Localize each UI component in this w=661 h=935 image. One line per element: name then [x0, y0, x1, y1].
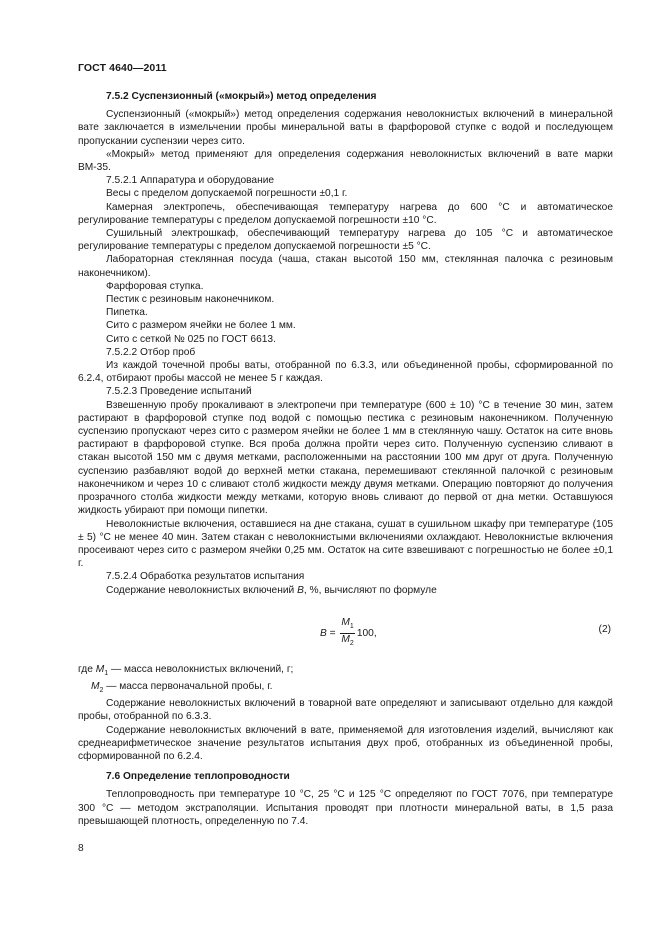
paragraph: Взвешенную пробу прокаливают в электропечи при температуре (600 ± 10) °С в течение 30 мин, затем растирают в фарфоровой ступке под водой с помощью пестика с резиновым наконечником. Полученную суспензию пропускают через сито с размером ячейки не более 1 мм в стеклянную чашу. Остаток на сите вновь растирают в фарфоровой ступке. Вся проба должна пройти через сито. Полученную суспензию сливают в стакан высотой 150 мм с двумя метками, расположенными на расстоянии 100 мм друг от друга. Полученную суспензию разбавляют водой до верхней метки стакана, перемешивают стеклянной палочкой с резиновым наконечником и через 10 с сливают столб жидкости между двумя метками. Операцию повторяют до получения прозрачного столба жидкости между метками, которую вновь сливают до первой от дна метки. Оставшуюся жидкость убирают при помощи пипетки.: [78, 399, 613, 517]
equipment-item: Пипетка.: [106, 307, 148, 319]
formula-intro: Содержание неволокнистых включений В, %, вычисляют по формуле: [106, 584, 437, 596]
formula-number: (2): [598, 623, 611, 635]
paragraph: Из каждой точечной пробы ваты, отобранной по 6.3.3, или объединенной пробы, сформированной по 6.2.4, отбирают пробы массой не менее 5 г каждая.: [78, 360, 613, 385]
document-header: ГОСТ 4640—2011: [78, 62, 167, 74]
paragraph: Суспензионный («мокрый») метод определения содержания неволокнистых включений в минеральной вате заключается в измельчении пробы минеральной ваты в фарфоровой ступке с водой и последующем пропускании суспензии через сито.: [78, 109, 613, 147]
fraction: [340, 617, 354, 650]
denominator: $M_2$: [341, 633, 354, 647]
formula-expression: B = $\frac{M_1}{M_2}$ 100,: [320, 617, 377, 650]
equipment-item: Сушильный электрошкаф, обеспечивающий температуру нагрева до 105 °С и автоматическое регулирование температуры с пределом допускаемой погрешности ±5 °С.: [78, 228, 613, 253]
formula-2: [78, 611, 613, 663]
equipment-item: Весы с пределом допускаемой погрешности ±0,1 г.: [106, 188, 348, 200]
variable-b: В: [297, 584, 304, 596]
numerator: $M_1$: [340, 617, 354, 634]
subsection-7-5-2-4-title: 7.5.2.4 Обработка результатов испытания: [106, 571, 305, 583]
subsection-7-5-2-3-title: 7.5.2.3 Проведение испытаний: [106, 386, 252, 398]
paragraph: «Мокрый» метод применяют для определения содержания неволокнистых включений в вате марки ВМ-35.: [78, 148, 613, 174]
page-number: 8: [78, 843, 84, 854]
section-7-5-2-heading: 7.5.2 Суспензионный («мокрый») метод определения: [106, 91, 377, 102]
paragraph: Теплопроводность при температуре 10 °С, 25 °С и 125 °С определяют по ГОСТ 7076, при температуре 300 °С — методом экстраполяции. Испытания проводят при плотности минеральной ваты, в 1,5 раза превышающей плотность, определенную по 7.4.: [78, 789, 613, 827]
section-7-6-heading: 7.6 Определение теплопроводности: [106, 771, 290, 783]
equipment-item: Лабораторная стеклянная посуда (чаша, стакан высотой 150 мм, стеклянная палочка с резиновым наконечником).: [78, 254, 613, 279]
document-body: [78, 90, 613, 828]
paragraph: Содержание неволокнистых включений в товарной вате определяют и записывают отдельно для каждой пробы, отобранной по 6.3.3.: [78, 698, 613, 723]
subsection-7-5-2-2-title: 7.5.2.2 Отбор проб: [106, 346, 196, 358]
paragraph: Содержание неволокнистых включений в вате, применяемой для изготовления изделий, вычисляют как среднеарифметическое значение результатов испытания двух проб, отобранных из объединенной пробы, сформированной по 6.2.4.: [78, 724, 613, 762]
paragraph: Неволокнистые включения, оставшиеся на дне стакана, сушат в сушильном шкафу при температуре (105 ± 5) °С не менее 40 мин. Затем стакан с неволокнистыми включениями охлаждают. Неволокнистые включения просеивают через сито с размером ячейки 0,25 мм. Остаток на сите взвешивают с погрешностью не более ±0,1 г.: [78, 518, 613, 570]
equipment-item: Сито с размером ячейки не более 1 мм.: [106, 320, 296, 332]
equipment-item: Сито с сеткой № 025 по ГОСТ 6613.: [106, 333, 276, 345]
equipment-item: Фарфоровая ступка.: [106, 280, 204, 292]
equipment-item: Пестик с резиновым наконечником.: [106, 294, 275, 306]
equipment-item: Камерная электропечь, обеспечивающая температуру нагрева до 600 °С и автоматическое регулирование температуры с пределом допускаемой погрешности ±10 °С.: [78, 201, 613, 226]
subsection-7-5-2-1-title: 7.5.2.1 Аппаратура и оборудование: [106, 175, 275, 187]
definition-m1: где $M_1$ — масса неволокнистых включений, г;: [78, 663, 294, 677]
definition-m2: $M_2$ — масса первоначальной пробы, г.: [91, 680, 273, 694]
